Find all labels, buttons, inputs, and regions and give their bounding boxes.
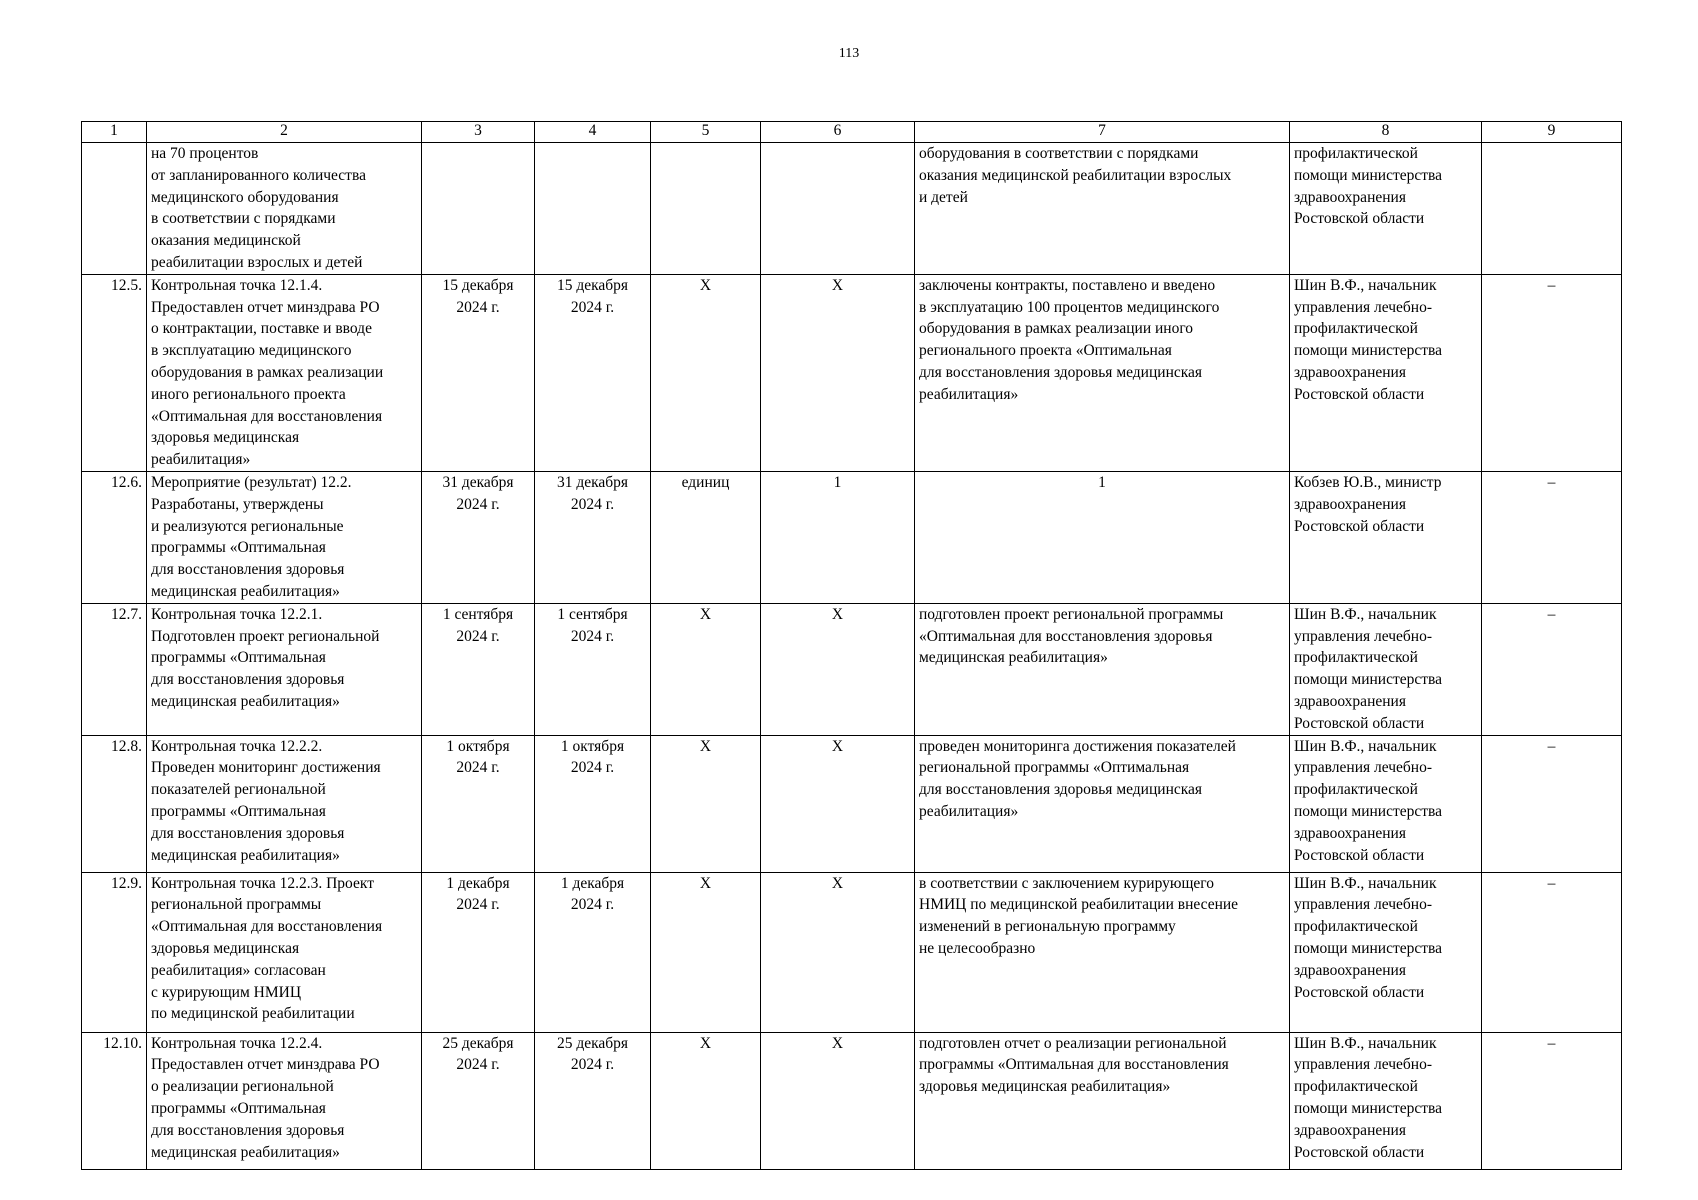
row-number: 12.9. — [82, 872, 147, 1032]
responsible: профилактической помощи министерства здравоохранения Ростовской области — [1290, 143, 1482, 275]
end-date: 1 октября 2024 г. — [535, 735, 651, 872]
header-cell: 5 — [651, 122, 761, 143]
end-date: 15 декабря 2024 г. — [535, 274, 651, 471]
unit: X — [651, 274, 761, 471]
end-date — [535, 143, 651, 275]
header-cell: 3 — [422, 122, 535, 143]
end-date: 25 декабря 2024 г. — [535, 1032, 651, 1169]
unit: X — [651, 872, 761, 1032]
note: – — [1482, 735, 1622, 872]
value: X — [761, 872, 915, 1032]
result: 1 — [915, 471, 1290, 603]
note: – — [1482, 603, 1622, 735]
unit: X — [651, 735, 761, 872]
unit: X — [651, 1032, 761, 1169]
header-row — [82, 122, 1622, 143]
unit: X — [651, 603, 761, 735]
event-name: на 70 процентов от запланированного количества медицинского оборудования в соответствии с порядками оказания медицинской реабилитации взрослых и детей — [147, 143, 422, 275]
row-number: 12.5. — [82, 274, 147, 471]
header-cell: 8 — [1290, 122, 1482, 143]
result: в соответствии с заключением курирующего НМИЦ по медицинской реабилитации внесение изменений в региональную программу не целесообразно — [915, 872, 1290, 1032]
result: заключены контракты, поставлено и введено в эксплуатацию 100 процентов медицинского оборудования в рамках реализации иного регионального проекта «Оптимальная для восстановления здоровья медицинская реабилитация» — [915, 274, 1290, 471]
value: X — [761, 1032, 915, 1169]
end-date: 31 декабря 2024 г. — [535, 471, 651, 603]
row-number: 12.7. — [82, 603, 147, 735]
table-row — [82, 1032, 1622, 1169]
table-row — [82, 143, 1622, 275]
responsible: Шин В.Ф., начальник управления лечебно- профилактической помощи министерства здравоохранения Ростовской области — [1290, 603, 1482, 735]
note: – — [1482, 1032, 1622, 1169]
event-name: Контрольная точка 12.2.2. Проведен мониторинг достижения показателей региональной программы «Оптимальная для восстановления здоровья медицинская реабилитация» — [147, 735, 422, 872]
page-number: 113 — [838, 46, 860, 61]
start-date: 1 декабря 2024 г. — [422, 872, 535, 1032]
header-cell: 1 — [82, 122, 147, 143]
value: X — [761, 274, 915, 471]
responsible: Шин В.Ф., начальник управления лечебно- профилактической помощи министерства здравоохранения Ростовской области — [1290, 735, 1482, 872]
responsible: Шин В.Ф., начальник управления лечебно- профилактической помощи министерства здравоохранения Ростовской области — [1290, 1032, 1482, 1169]
unit: единиц — [651, 471, 761, 603]
result: подготовлен проект региональной программы «Оптимальная для восстановления здоровья медицинская реабилитация» — [915, 603, 1290, 735]
value: X — [761, 735, 915, 872]
start-date: 1 октября 2024 г. — [422, 735, 535, 872]
unit — [651, 143, 761, 275]
responsible: Шин В.Ф., начальник управления лечебно- профилактической помощи министерства здравоохранения Ростовской области — [1290, 274, 1482, 471]
header-cell: 9 — [1482, 122, 1622, 143]
result: подготовлен отчет о реализации региональной программы «Оптимальная для восстановления здоровья медицинская реабилитация» — [915, 1032, 1290, 1169]
table-row — [82, 872, 1622, 1032]
note: – — [1482, 471, 1622, 603]
value — [761, 143, 915, 275]
value: 1 — [761, 471, 915, 603]
responsible: Кобзев Ю.В., министр здравоохранения Ростовской области — [1290, 471, 1482, 603]
report-table — [81, 121, 1622, 1170]
table-row — [82, 274, 1622, 471]
row-number: 12.6. — [82, 471, 147, 603]
result: оборудования в соответствии с порядками оказания медицинской реабилитации взрослых и детей — [915, 143, 1290, 275]
row-number — [82, 143, 147, 275]
end-date: 1 декабря 2024 г. — [535, 872, 651, 1032]
table-row — [82, 735, 1622, 872]
end-date: 1 сентября 2024 г. — [535, 603, 651, 735]
start-date: 1 сентября 2024 г. — [422, 603, 535, 735]
row-number: 12.8. — [82, 735, 147, 872]
start-date: 31 декабря 2024 г. — [422, 471, 535, 603]
header-cell: 4 — [535, 122, 651, 143]
result: проведен мониторинга достижения показателей региональной программы «Оптимальная для восстановления здоровья медицинская реабилитация» — [915, 735, 1290, 872]
row-number: 12.10. — [82, 1032, 147, 1169]
start-date — [422, 143, 535, 275]
header-cell: 7 — [915, 122, 1290, 143]
header-cell: 6 — [761, 122, 915, 143]
table-row — [82, 603, 1622, 735]
header-cell: 2 — [147, 122, 422, 143]
value: X — [761, 603, 915, 735]
note — [1482, 143, 1622, 275]
event-name: Контрольная точка 12.2.4. Предоставлен отчет минздрава РО о реализации региональной программы «Оптимальная для восстановления здоровья медицинская реабилитация» — [147, 1032, 422, 1169]
note: – — [1482, 274, 1622, 471]
table-row — [82, 471, 1622, 603]
start-date: 15 декабря 2024 г. — [422, 274, 535, 471]
event-name: Контрольная точка 12.2.1. Подготовлен проект региональной программы «Оптимальная для восстановления здоровья медицинская реабилитация» — [147, 603, 422, 735]
event-name: Контрольная точка 12.1.4. Предоставлен отчет минздрава РО о контрактации, поставке и вводе в эксплуатацию медицинского оборудования в рамках реализации иного регионального проекта «Оптимальная для восстановления здоровья медицинская реабилитация» — [147, 274, 422, 471]
event-name: Контрольная точка 12.2.3. Проект региональной программы «Оптимальная для восстановления здоровья медицинская реабилитация» согласован с курирующим НМИЦ по медицинской реабилитации — [147, 872, 422, 1032]
note: – — [1482, 872, 1622, 1032]
start-date: 25 декабря 2024 г. — [422, 1032, 535, 1169]
event-name: Мероприятие (результат) 12.2. Разработаны, утверждены и реализуются региональные программы «Оптимальная для восстановления здоровья медицинская реабилитация» — [147, 471, 422, 603]
responsible: Шин В.Ф., начальник управления лечебно- профилактической помощи министерства здравоохранения Ростовской области — [1290, 872, 1482, 1032]
